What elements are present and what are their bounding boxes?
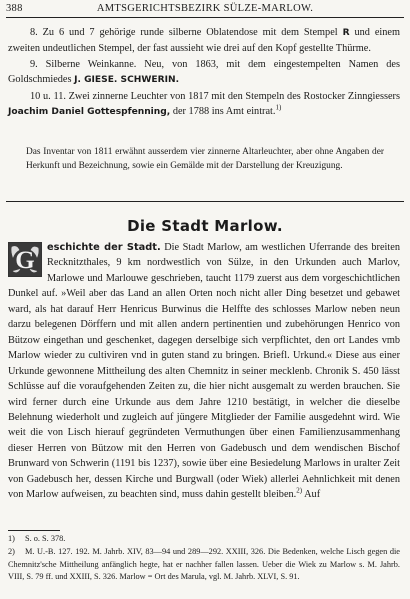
inventory-note: Das Inventar von 1811 erwähnt ausserdem vier zinnerne Altarleuchter, aber ohne Angaben der Herkunft und Bezeichnung, sowie ein Gemälde mit der Darstellung der Kreuzigung. xyxy=(26,147,384,171)
running-header xyxy=(6,3,404,18)
inventory-item-9: 9. Silberne Weinkanne. Neu, von 1863, mit dem eingestempelten Namen des Goldschmiedes J. GIESE. SCHWERIN. xyxy=(8,58,400,86)
initial-ornament-icon xyxy=(9,243,41,276)
section-continuation: Auf xyxy=(304,489,321,501)
inventory-item-8: 8. Zu 6 und 7 gehörige runde silberne Oblatendose mit dem Stempel R und einem zweiten undeutlichen Stempel, der fast aussieht wie drei auf den Kopf gestellte Thürme. xyxy=(8,27,401,55)
footnote-rule xyxy=(8,530,60,531)
section-lead: eschichte der Stadt. xyxy=(47,242,161,253)
section-title: Die Stadt Marlow. xyxy=(127,217,283,235)
inventory-list xyxy=(8,25,400,120)
inventory-item-10-11: 10 u. 11. Zwei zinnerne Leuchter von 1817 mit den Stempeln des Rostocker Zinngiessers Joachim Daniel Gottespfenning, der 1788 ins Amt eintrat.$^{1)}$ xyxy=(8,90,400,118)
running-title: AMTSGERICHTSBEZIRK SÜLZE-MARLOW. xyxy=(96,3,314,14)
section-body xyxy=(8,240,400,503)
ornamental-initial xyxy=(8,242,42,277)
section-text: Die Stadt Marlow, am westlichen Uferrande des breiten Recknitzthales, 9 km nordwestlich von Sülze, in den Urkunden auch Marlov, Marlowe und Marlouwe geschrieben, taucht 1179 zuerst aus dem vorgeschichtlichen Dunkel auf. »Weil aber das Land an allen Orten noch nicht aller Ding besetzet und gebawet ward, als hat darauf Herr Henricus Burwinus die Helffte des schlosses Marlow neben neun darzu belegenen Dörffern und mit allen andern pertinentien und zubehörungen Henrico von Bützow eingethan und geschenket, dagegen derselbige sich verpflichtet, den ort Landes vmb Marlow wieder zu cultiviren vnd in guten stand zu bringen. Briefl. Urkund.« Diese aus einer Urkunde gewonnene Mittheilung des alten Chemnitz in seiner mecklenb. Chronik S. 450 lässt Schlüsse auf die voraufgehenden Zeiten zu, die hier nicht ausgemalt zu werden brauchen. Sie wird ferner durch eine Urkunde aus dem Jahre 1210 bestätigt, in welcher die dieselbe Belehnung wiederholt und zugleich auf jüngere Mitglieder der Familie ausgedehnt wird. Wie weit die von Lisch hierauf gegründeten Vermuthungen über einen Familienzusammenhang dieser Herren von Bützow mit den Herren von Gadebusch und dem wendischen Bischof Brunward von Schwerin (1191 bis 1237), sowie über eine Besiedelung Marlows in uralter Zeit von Gadebusch her, dessen Kirche und Burgwall (oder Wiek) allerlei Aehnlichkeit mit denen von Marlow aufweisen, zu beachten sind, muss dahin gestellt bleiben. xyxy=(8,242,400,501)
footnote-ref-1: 1) xyxy=(275,103,282,112)
footnote-ref-2: 2) xyxy=(296,486,303,495)
pewterer-name: Joachim Daniel Gottespfenning, xyxy=(8,107,171,118)
goldsmith-name: J. GIESE. SCHWERIN. xyxy=(74,75,180,86)
page-number: 388 xyxy=(6,3,23,14)
header-rule xyxy=(6,17,404,18)
stamp-mark: R xyxy=(342,28,350,38)
footnote-1: 1) S. o. S. 378. xyxy=(8,534,66,543)
section-divider xyxy=(6,201,404,202)
footnote-2: 2) M. U.-B. 127. 192. M. Jahrb. XIV, 83—94 und 289—292. XXIII, 326. Die Bedenken, welche Lisch gegen die Chemnitz'sche Mittheilung anfänglich hegte, hat er nachher fallen lassen. Ueber die Wiek zu Marlow s. M. Jahrb. VIII, S. 79 ff. und XXIII, S. 326. Marlow = Ort des Marula, vgl. M. Jahrb. XLVI, S. 91. xyxy=(8,547,400,582)
initial-letter: G xyxy=(15,247,35,274)
